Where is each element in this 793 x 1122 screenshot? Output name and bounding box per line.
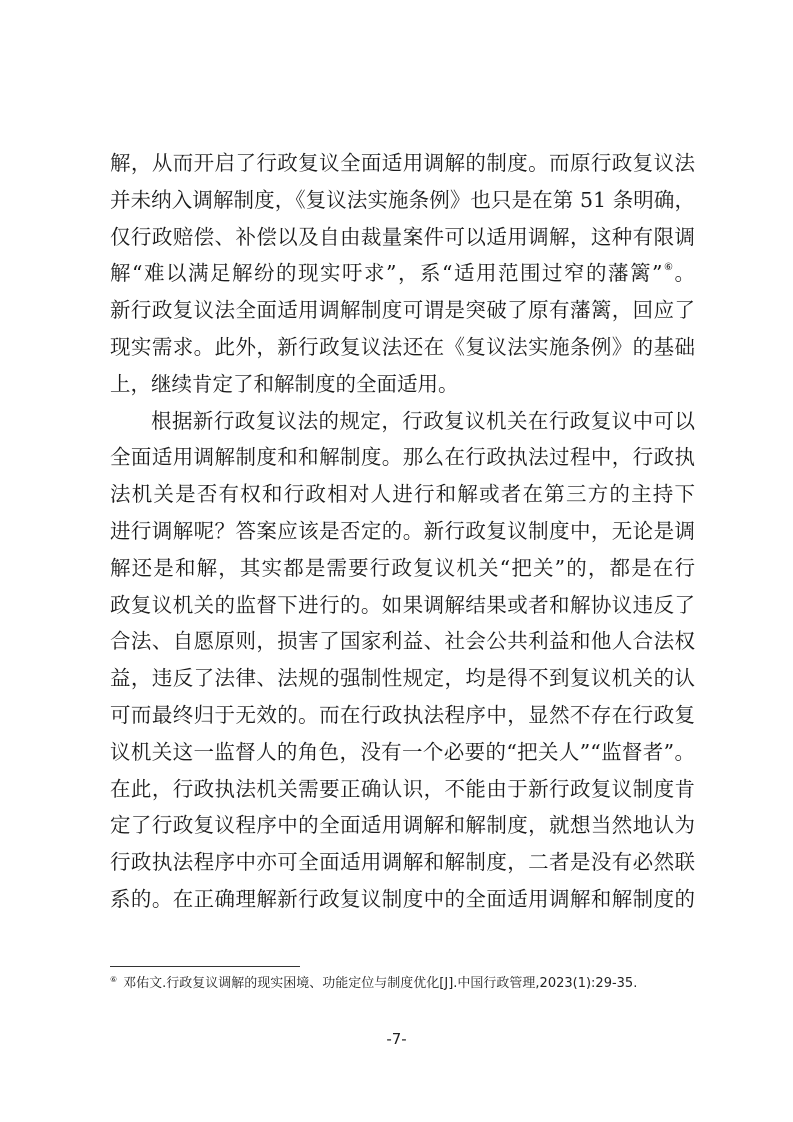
paragraph-line: 行政执法程序中亦可全面适用调解和解制度，二者是没有必然联	[110, 850, 695, 875]
paragraph-line-text: 解“难以满足解纷的现实吁求”，系“适用范围过窄的藩篱”	[110, 261, 663, 286]
footnote-text: 邓佑文.行政复议调解的现实困境、功能定位与制度优化[J].中国行政管理,2023(1):29-35.	[123, 976, 638, 991]
body-text	[110, 145, 695, 918]
paragraph-line: 上，继续肯定了和解制度的全面适用。	[110, 371, 459, 396]
paragraph-line: 政复议机关的监督下进行的。如果调解结果或者和解协议违反了	[110, 592, 695, 617]
paragraph-line: 益，违反了法律、法规的强制性规定，均是得不到复议机关的认	[110, 666, 695, 691]
footnote-marker: ⑥	[110, 975, 118, 984]
paragraph-line: 在此，行政执法机关需要正确认识，不能由于新行政复议制度肯	[110, 776, 695, 801]
paragraph-line: 议机关这一监督人的角色，没有一个必要的“把关人”“监督者”。	[110, 739, 695, 764]
paragraph-line: 合法、自愿原则，损害了国家利益、社会公共利益和他人合法权	[110, 629, 695, 654]
page-number: -7-	[386, 1030, 407, 1048]
paragraph-line: 可而最终归于无效的。而在行政执法程序中，显然不存在行政复	[110, 702, 695, 727]
paragraph-line: 全面适用调解制度和和解制度。那么在行政执法过程中，行政执	[110, 445, 695, 470]
paragraph-line: 并未纳入调解制度，《复议法实施条例》也只是在第 51 条明确，	[110, 187, 695, 212]
paragraph-line: 法机关是否有权和行政相对人进行和解或者在第三方的主持下	[110, 482, 695, 507]
paragraph-line: 系的。在正确理解新行政复议制度中的全面适用调解和解制度的	[110, 886, 695, 911]
paragraph-line: 仅行政赔偿、补偿以及自由裁量案件可以适用调解，这种有限调	[110, 224, 695, 249]
footnote	[110, 975, 700, 993]
paragraph-line: 解还是和解，其实都是需要行政复议机关“把关”的，都是在行	[110, 555, 695, 580]
paragraph-line: 定了行政复议程序中的全面适用调解和解制度，就想当然地认为	[110, 813, 695, 838]
paragraph-line: 进行调解呢？答案应该是否定的。新行政复议制度中，无论是调	[110, 518, 695, 543]
paragraph-line-tail: 。	[674, 261, 696, 286]
paragraph-line-with-footnote	[110, 255, 695, 292]
paragraph-line: 解，从而开启了行政复议全面适用调解的制度。而原行政复议法	[110, 151, 695, 175]
footnote-reference[interactable]: ⑥	[662, 262, 675, 274]
paragraph-line: 现实需求。此外，新行政复议法还在《复议法实施条例》的基础	[110, 334, 695, 359]
paragraph-line: 新行政复议法全面适用调解制度可谓是突破了原有藩篱，回应了	[110, 298, 695, 323]
footnote-divider	[110, 966, 300, 967]
paragraph-line: 根据新行政复议法的规定，行政复议机关在行政复议中可以	[151, 408, 695, 433]
